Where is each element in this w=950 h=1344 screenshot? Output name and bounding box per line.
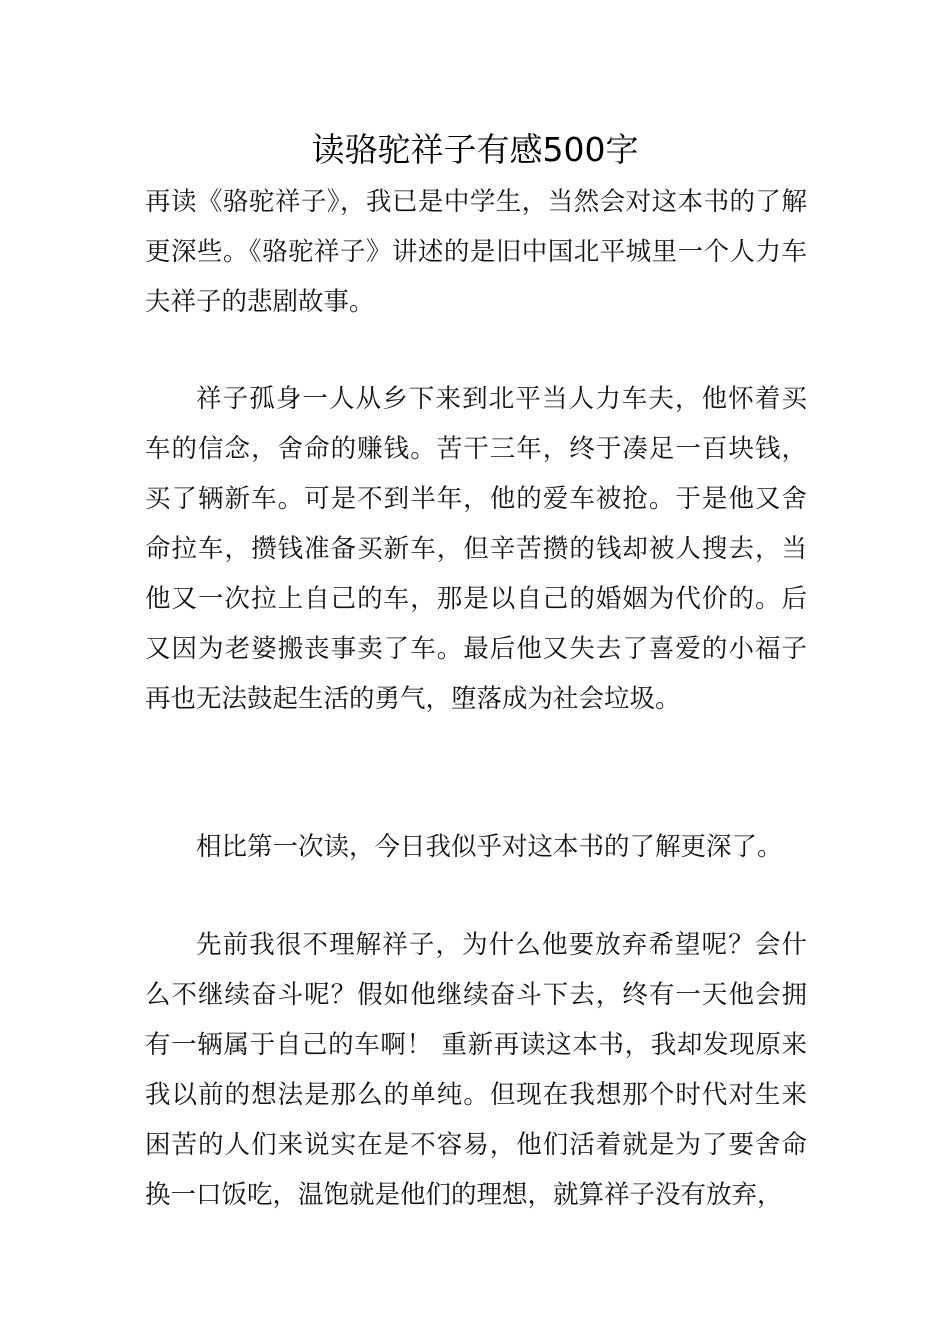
paragraph-4: 先前我很不理解祥子，为什么他要放弃希望呢？会什么不继续奋斗呢？假如他继续奋斗下去，终有一天他会拥有一辆属于自己的车啊！ 重新再读这本书，我却发现原来我以前的想法是那么的单纯。但现在我想那个时代对生来困苦的人们来说实在是不容易，他们活着就是为了要舍命换一口饭吃，温饱就是他们的理想，就算祥子没有放弃， xyxy=(145,930,807,1210)
paragraph-2: 祥子孤身一人从乡下来到北平当人力车夫，他怀着买车的信念，舍命的赚钱。苦干三年，终于凑足一百块钱，买了辆新车。可是不到半年，他的爱车被抢。于是他又舍命拉车，攒钱准备买新车，但辛苦攒的钱却被人搜去，当他又一次拉上自己的车，那是以自己的婚姻为代价的。后又因为老婆搬丧事卖了车。最后他又失去了喜爱的小福子再也无法鼓起生活的勇气，堕落成为社会垃圾。 xyxy=(145,384,807,714)
paragraph-1: 再读《骆驼祥子》，我已是中学生，当然会对这本书的了解更深些。《骆驼祥子》讲述的是旧中国北平城里一个人力车夫祥子的悲剧故事。 xyxy=(145,187,807,317)
document-title: 读骆驼祥子有感500字 xyxy=(311,130,639,169)
paragraph-3: 相比第一次读，今日我似乎对这本书的了解更深了。 xyxy=(196,832,783,862)
